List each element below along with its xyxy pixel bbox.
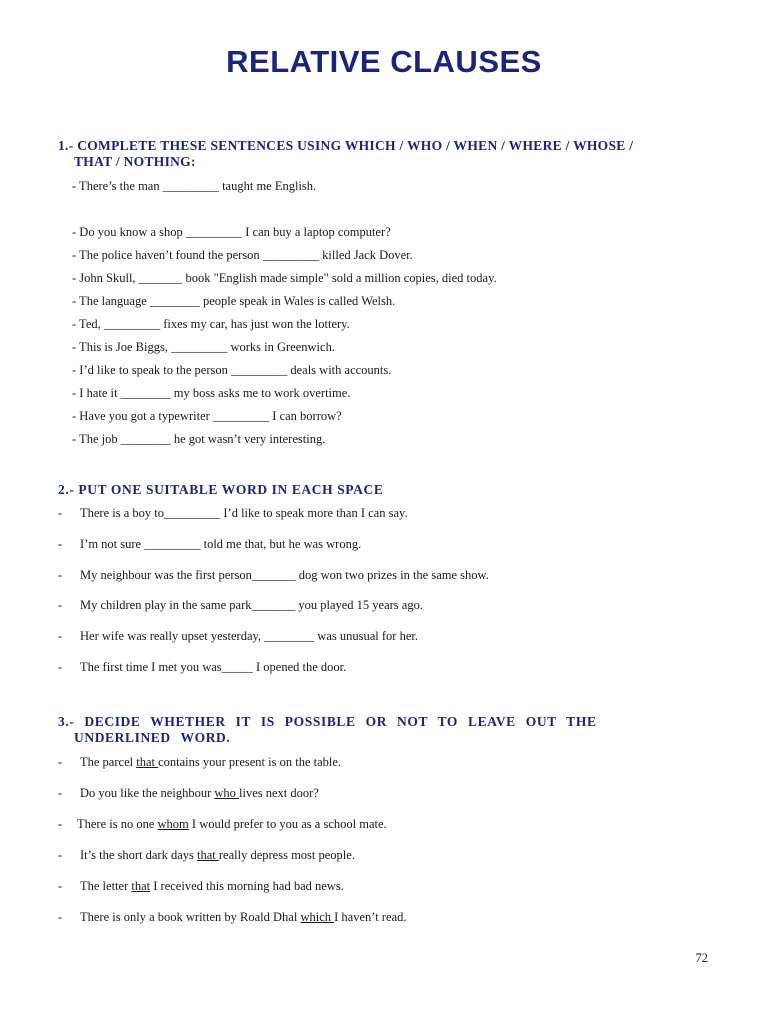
section-1-heading-line-2: THAT / NOTHING: xyxy=(74,154,196,169)
section-2-heading: 2.- PUT ONE SUITABLE WORD IN EACH SPACE xyxy=(58,482,384,497)
list-dash: - xyxy=(58,879,63,893)
sentence-start: Do you like the neighbour xyxy=(80,786,215,800)
list-dash: - xyxy=(58,537,63,551)
exercise-3-text xyxy=(80,755,341,770)
exercise-1-item: - The language ________ people speak in Wales is called Welsh. xyxy=(72,294,396,308)
exercise-3-text xyxy=(80,879,344,894)
list-dash: - xyxy=(58,629,63,643)
exercise-1-item: - The job ________ he got wasn’t very interesting. xyxy=(72,432,326,446)
exercise-2-text: Her wife was really upset yesterday, ________ was unusual for her. xyxy=(80,629,418,643)
section-1-heading xyxy=(58,138,708,170)
exercise-3-text xyxy=(77,817,387,832)
list-dash: - xyxy=(58,755,63,769)
exercise-1-item: - This is Joe Biggs, _________ works in Greenwich. xyxy=(72,340,335,354)
section-3-heading xyxy=(58,714,648,746)
exercise-1-item: - I hate it ________ my boss asks me to work overtime. xyxy=(72,386,351,400)
section-3-heading-line-2: UNDERLINED WORD. xyxy=(74,730,231,745)
exercise-2-text: My neighbour was the first person_______ dog won two prizes in the same show. xyxy=(80,568,489,582)
sentence-end: lives next door? xyxy=(239,786,319,800)
underlined-word: who xyxy=(214,786,240,800)
sentence-end: I would prefer to you as a school mate. xyxy=(188,817,387,831)
sentence-end: I haven’t read. xyxy=(334,910,407,924)
sentence-start: The letter xyxy=(80,879,132,893)
sentence-start: There is no one xyxy=(77,817,158,831)
underlined-word: that xyxy=(136,755,159,769)
sentence-end: I received this morning had bad news. xyxy=(150,879,344,893)
list-dash: - xyxy=(58,910,63,924)
exercise-3-text xyxy=(80,786,319,801)
exercise-2-text: My children play in the same park_______ you played 15 years ago. xyxy=(80,598,423,612)
sentence-end: contains your present is on the table. xyxy=(158,755,342,769)
exercise-1-item: - Have you got a typewriter _________ I can borrow? xyxy=(72,409,342,423)
exercise-3-text xyxy=(80,910,406,925)
sentence-start: The parcel xyxy=(80,755,137,769)
sentence-end: really depress most people. xyxy=(218,848,355,862)
underlined-word: that xyxy=(197,848,219,862)
list-dash: - xyxy=(58,660,63,674)
exercise-1-item: - There’s the man _________ taught me English. xyxy=(72,179,317,193)
page-title: RELATIVE CLAUSES xyxy=(226,44,542,79)
underlined-word: whom xyxy=(157,817,189,831)
exercise-3-text xyxy=(80,848,355,863)
list-dash: - xyxy=(58,786,63,800)
list-dash: - xyxy=(58,568,63,582)
sentence-start: There is only a book written by Roald Dhal xyxy=(80,910,301,924)
exercise-1-item: - Do you know a shop _________ I can buy a laptop computer? xyxy=(72,225,391,239)
underlined-word: that xyxy=(131,879,151,893)
list-dash: - xyxy=(58,848,63,862)
page-number: 72 xyxy=(695,951,708,965)
list-dash: - xyxy=(58,506,63,520)
exercise-1-item: - John Skull, _______ book "English made simple" sold a million copies, died today. xyxy=(72,271,497,285)
exercise-1-item: - The police haven’t found the person _________ killed Jack Dover. xyxy=(72,248,413,262)
underlined-word: which xyxy=(300,910,335,924)
exercise-1-item: - I’d like to speak to the person _________ deals with accounts. xyxy=(72,363,392,377)
section-3-heading-line-1: 3.- DECIDE WHETHER IT IS POSSIBLE OR NOT TO LEAVE OUT THE xyxy=(58,714,597,729)
list-dash: - xyxy=(58,817,63,831)
exercise-2-text: I’m not sure _________ told me that, but he was wrong. xyxy=(80,537,362,551)
list-dash: - xyxy=(58,598,63,612)
exercise-2-text: There is a boy to_________ I’d like to speak more than I can say. xyxy=(80,506,408,520)
section-1-heading-line-1: 1.- COMPLETE THESE SENTENCES USING WHICH / WHO / WHEN / WHERE / WHOSE / xyxy=(58,138,634,153)
sentence-start: It’s the short dark days xyxy=(80,848,197,862)
exercise-2-text: The first time I met you was_____ I opened the door. xyxy=(80,660,347,674)
exercise-1-item: - Ted, _________ fixes my car, has just won the lottery. xyxy=(72,317,350,331)
